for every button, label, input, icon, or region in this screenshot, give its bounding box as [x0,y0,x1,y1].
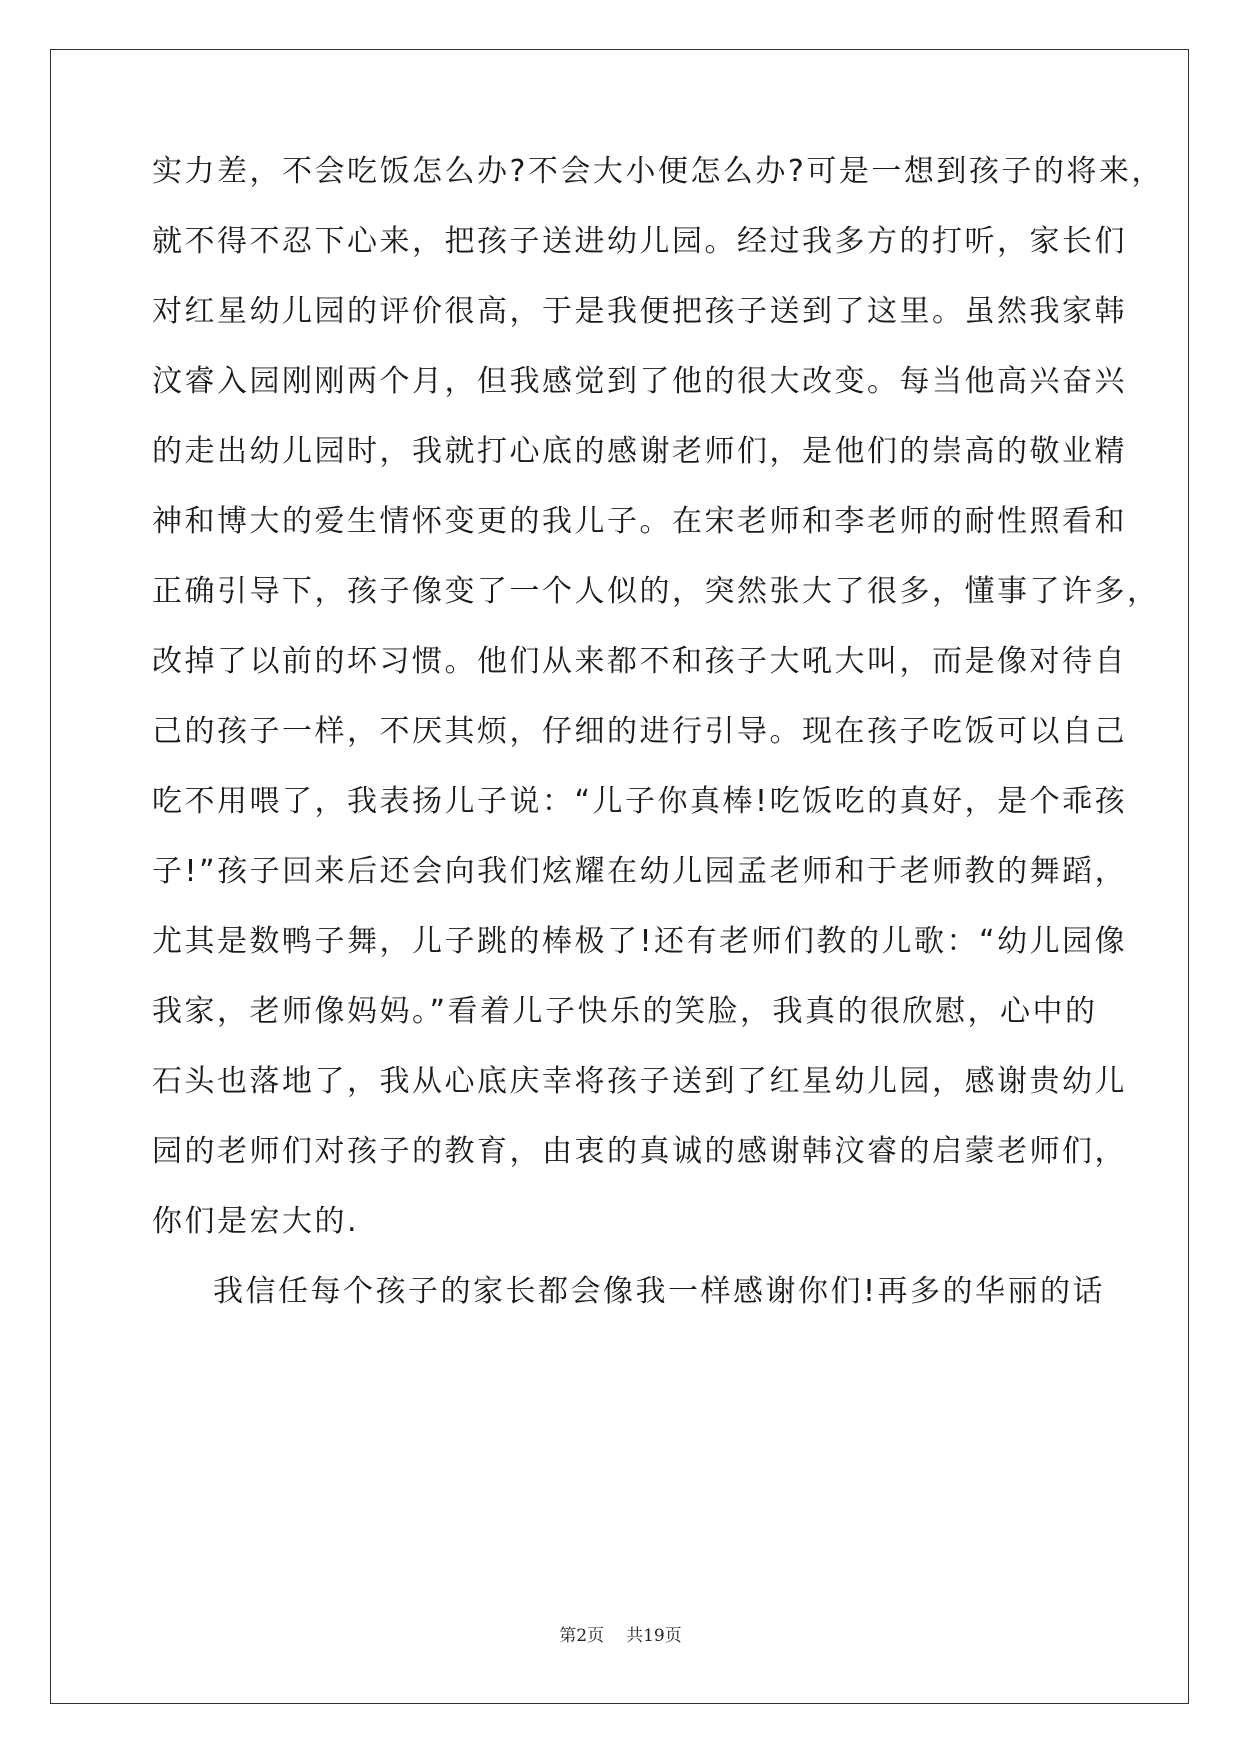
paragraph-2-first-line: 我信任每个孩子的家长都会像我一样感谢你们!再多的华丽的话 [213,1274,1106,1309]
body-line: 对红星幼儿园的评价很高，于是我便把孩子送到了这里。虽然我家韩 [152,294,1127,329]
body-line: 我家，老师像妈妈。”看着儿子快乐的笑脸，我真的很欣慰，心中的 [152,994,1098,1029]
body-line: 吃不用喂了，我表扬儿子说：“儿子你真棒!吃饭吃的真好，是个乖孩 [152,784,1128,819]
body-line: 神和博大的爱生情怀变更的我儿子。在宋老师和李老师的耐性照看和 [152,504,1127,539]
body-line: 石头也落地了，我从心底庆幸将孩子送到了红星幼儿园，感谢贵幼儿 [152,1064,1127,1099]
body-line: 己的孩子一样，不厌其烦，仔细的进行引导。现在孩子吃饭可以自己 [152,714,1127,749]
body-line: 子!”孩子回来后还会向我们炫耀在幼儿园孟老师和于老师教的舞蹈， [152,854,1128,889]
page-footer [0,1625,1241,1647]
body-line: 实力差，不会吃饭怎么办?不会大小便怎么办?可是一想到孩子的将来， [152,154,1164,189]
body-line: 你们是宏大的. [152,1204,360,1239]
body-line: 尤其是数鸭子舞，儿子跳的棒极了!还有老师们教的儿歌：“幼儿园像 [152,924,1128,959]
body-line: 就不得不忍下心来，把孩子送进幼儿园。经过我多方的打听，家长们 [152,224,1127,259]
body-line: 园的老师们对孩子的教育，由衷的真诚的感谢韩汶睿的启蒙老师们， [152,1134,1127,1169]
body-line: 改掉了以前的坏习惯。他们从来都不和孩子大吼大叫，而是像对待自 [152,644,1127,679]
page-total: 共19页 [626,1626,682,1646]
body-line: 正确引导下，孩子像变了一个人似的，突然张大了很多，懂事了许多， [152,574,1160,609]
page-number: 第2页 [559,1626,605,1646]
body-line: 的走出幼儿园时，我就打心底的感谢老师们，是他们的崇高的敬业精 [152,434,1127,469]
body-line: 汶睿入园刚刚两个月，但我感觉到了他的很大改变。每当他高兴奋兴 [152,364,1127,399]
